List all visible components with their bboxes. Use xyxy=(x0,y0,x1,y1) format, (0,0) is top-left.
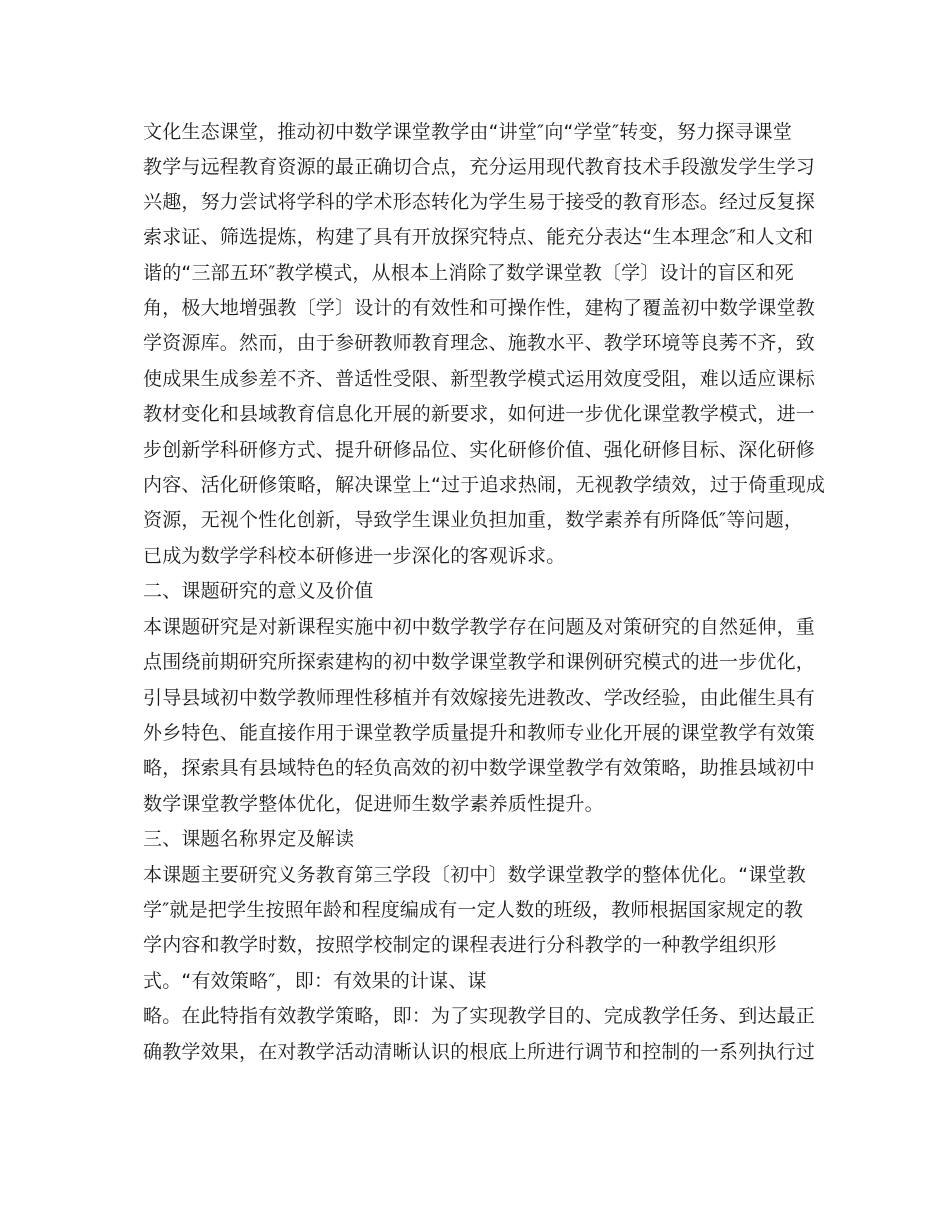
paragraph-line: 内容、活化研修策略，解决课堂上“过于追求热闹，无视教学绩效，过于倚重现成 xyxy=(143,474,826,496)
paragraph-line: 学″就是把学生按照年龄和程度编成有一定人数的班级，教师根据国家规定的教 xyxy=(143,899,804,921)
paragraph-line: 本课题主要研究义务教育第三学段〔初中〕数学课堂教学的整体优化。“课堂教 xyxy=(143,864,806,886)
paragraph-line: 外乡特色、能直接作用于课堂教学质量提升和教师专业化开展的课堂教学有效策 xyxy=(143,722,816,744)
paragraph-line: 资源，无视个性化创新，导致学生课业负担加重，数学素养有所降低″等问题， xyxy=(143,509,804,531)
paragraph-line: 使成果生成参差不齐、普适性受限、新型教学模式运用效度受阻，难以适应课标 xyxy=(143,368,816,390)
paragraph-line: 点围绕前期研究所探索建构的初中数学课堂教学和课例研究模式的进一步优化， xyxy=(143,651,816,673)
paragraph-line: 本课题研究是对新课程实施中初中数学教学存在问题及对策研究的自然延伸，重 xyxy=(143,616,816,638)
paragraph-line: 略，探索具有县域特色的轻负高效的初中数学课堂教学有效策略，助推县域初中 xyxy=(143,757,816,779)
section-heading: 三、课题名称界定及解读 xyxy=(143,828,355,850)
paragraph-line: 学内容和教学时数，按照学校制定的课程表进行分科教学的一种教学组织形 xyxy=(143,934,777,956)
paragraph-line: 引导县域初中数学教师理性移植并有效嫁接先进教改、学改经验，由此催生具有 xyxy=(143,687,816,709)
paragraph-line: 索求证、筛选提炼，构建了具有开放探究特点、能充分表达“生本理念″和人文和 xyxy=(143,226,814,248)
paragraph-line: 略。在此特指有效教学策略，即：为了实现教学目的、完成教学任务、到达最正 xyxy=(143,1005,816,1027)
paragraph-line: 步创新学科研修方式、提升研修品位、实化研修价值、强化研修目标、深化研修 xyxy=(143,439,816,461)
paragraph-line: 文化生态课堂，推动初中数学课堂教学由“讲堂″向“学堂″转变，努力探寻课堂 xyxy=(143,121,793,143)
paragraph-line: 教学与远程教育资源的最正确切合点，充分运用现代教育技术手段激发学生学习 xyxy=(143,156,816,178)
paragraph-line: 学资源库。然而，由于参研教师教育理念、施教水平、教学环境等良莠不齐，致 xyxy=(143,332,816,354)
paragraph-line: 教材变化和县域教育信息化开展的新要求，如何进一步优化课堂教学模式，进一 xyxy=(143,403,816,425)
paragraph-line: 确教学效果，在对教学活动清晰认识的根底上所进行调节和控制的一系列执行过 xyxy=(143,1041,816,1063)
paragraph-line: 谐的“三部五环″教学模式，从根本上消除了数学课堂教〔学〕设计的盲区和死 xyxy=(143,262,794,284)
paragraph-line: 数学课堂教学整体优化，促进师生数学素养质性提升。 xyxy=(143,793,604,815)
paragraph-line: 兴趣，努力尝试将学科的学术形态转化为学生易于接受的教育形态。经过反复探 xyxy=(143,191,816,213)
paragraph-line: 式。“有效策略″，即：有效果的计谋、谋 xyxy=(143,970,487,992)
paragraph-line: 角，极大地增强教〔学〕设计的有效性和可操作性，建构了覆盖初中数学课堂教 xyxy=(143,297,816,319)
paragraph-line: 已成为数学学科校本研修进一步深化的客观诉求。 xyxy=(143,545,566,567)
section-heading: 二、课题研究的意义及价值 xyxy=(143,580,374,602)
